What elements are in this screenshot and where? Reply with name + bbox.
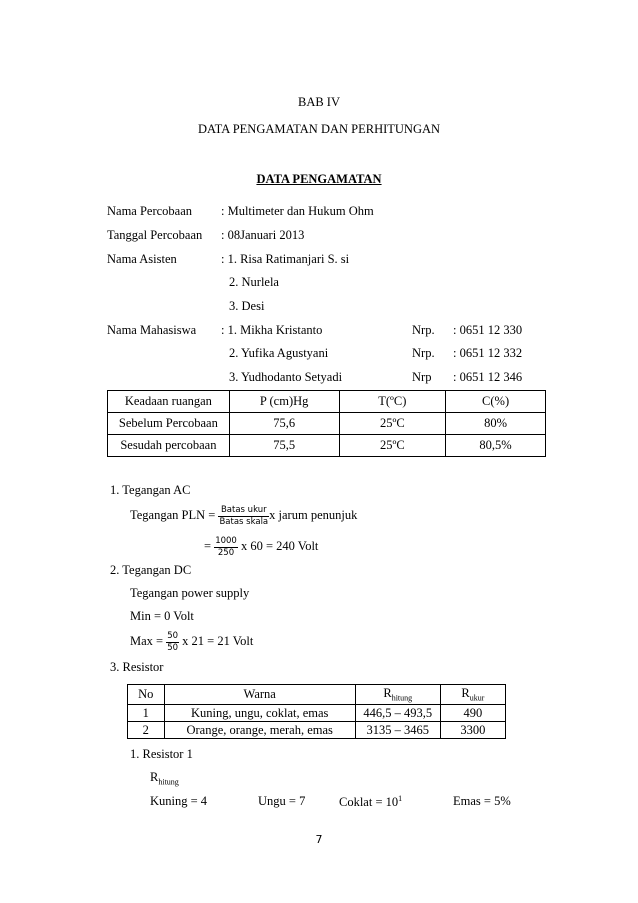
section-heading: DATA PENGAMATAN [256, 172, 382, 186]
table-cell: 3135 – 3465 [355, 722, 440, 739]
ac-frac-num: Batas ukur [218, 506, 269, 517]
r-hitung-label-sub: hitung [158, 777, 179, 787]
ac-eq2-rhs: x 60 = 240 Volt [237, 539, 319, 553]
table-cell: 3300 [440, 722, 505, 739]
r-ukur-main: R [461, 686, 470, 701]
table-header-row [128, 685, 506, 705]
asisten-2: 2. Nurlela [229, 275, 279, 289]
mahasiswa-1-name: : 1. Mikha Kristanto [221, 323, 323, 337]
mahasiswa-3-nrp: : 0651 12 346 [453, 370, 523, 384]
ac-formula [130, 500, 357, 530]
dc-line-2: Min = 0 Volt [130, 609, 194, 623]
mahasiswa-3-nrp-label: Nrp [412, 370, 432, 384]
header-cell: No [128, 685, 165, 705]
r-hitung-label-main: R [150, 770, 159, 784]
asisten-3: 3. Desi [229, 299, 265, 313]
table-cell: 490 [440, 705, 505, 722]
dc-fraction [166, 632, 179, 652]
dc-frac-den: 50 [167, 642, 179, 653]
mahasiswa-2-nrp-label: Nrp. [412, 346, 435, 360]
r-hitung-sub: hitung [391, 693, 413, 703]
resistor-table [127, 684, 506, 739]
mahasiswa-2-name: 2. Yufika Agustyani [229, 346, 329, 360]
percobaan-value: : Multimeter dan Hukum Ohm [221, 204, 374, 218]
mahasiswa-1-nrp: : 0651 12 330 [453, 323, 523, 337]
dc-max-rhs: x 21 = 21 Volt [179, 634, 254, 648]
resistor-heading: 3. Resistor [110, 660, 164, 674]
table-row [128, 705, 506, 722]
table-cell: Kuning, ungu, coklat, emas [164, 705, 355, 722]
table-row [108, 413, 546, 435]
table-row [128, 722, 506, 739]
r-hitung-main: R [383, 686, 392, 701]
percobaan-label: Nama Percobaan [107, 204, 193, 218]
header-cell [355, 685, 440, 705]
r-ukur-sub: ukur [469, 693, 485, 703]
header-cell: Warna [164, 685, 355, 705]
ac-fraction [218, 506, 269, 526]
ac-eq2-prefix: = [204, 539, 215, 553]
dc-heading: 2. Tegangan DC [110, 563, 192, 577]
color-emas: Emas = 5% [453, 794, 511, 808]
table-cell: Sebelum Percobaan [108, 413, 230, 435]
mahasiswa-3-name: 3. Yudhodanto Setyadi [229, 370, 343, 384]
table-cell: Sesudah percobaan [108, 435, 230, 457]
table-cell: 75,5 [229, 435, 339, 457]
header-cell: T(ºC) [339, 391, 446, 413]
tanggal-value: : 08Januari 2013 [221, 228, 305, 242]
mahasiswa-1-nrp-label: Nrp. [412, 323, 435, 337]
ac-formula-lhs: Tegangan PLN = [130, 508, 219, 522]
ac-fraction-2 [214, 537, 238, 557]
color-coklat [339, 794, 402, 810]
dc-frac-num: 50 [167, 631, 179, 642]
resistor-1-heading: 1. Resistor 1 [130, 747, 193, 761]
header-cell: Keadaan ruangan [108, 391, 230, 413]
table-cell: 446,5 – 493,5 [355, 705, 440, 722]
table-cell: 80,5% [446, 435, 546, 457]
room-conditions-table [107, 390, 546, 457]
coklat-exponent: 1 [398, 794, 403, 803]
ac-heading: 1. Tegangan AC [110, 483, 191, 497]
mahasiswa-2-nrp: : 0651 12 332 [453, 346, 523, 360]
table-cell: 2 [128, 722, 165, 739]
chapter-heading: BAB IV [297, 95, 341, 109]
table-cell: Orange, orange, merah, emas [164, 722, 355, 739]
dc-max-prefix: Max = [130, 634, 167, 648]
dc-line-1: Tegangan power supply [130, 586, 250, 600]
page-number: 7 [315, 833, 323, 846]
table-cell: 1 [128, 705, 165, 722]
dc-max-formula [130, 626, 253, 656]
tanggal-label: Tanggal Percobaan [107, 228, 203, 242]
coklat-base: Coklat = 10 [339, 795, 399, 810]
r-hitung-label [150, 770, 179, 787]
table-cell: 25ºC [339, 435, 446, 457]
color-kuning: Kuning = 4 [150, 794, 208, 808]
ac-frac2-den: 250 [217, 547, 235, 558]
table-row [108, 435, 546, 457]
ac-frac-den: Batas skala [219, 516, 269, 527]
ac-result [204, 531, 318, 561]
table-cell: 25ºC [339, 413, 446, 435]
table-header-row [108, 391, 546, 413]
ac-formula-rhs: x jarum penunjuk [269, 508, 358, 522]
ac-frac2-num: 1000 [215, 536, 237, 547]
header-cell [440, 685, 505, 705]
mahasiswa-label: Nama Mahasiswa [107, 323, 197, 337]
asisten-1: : 1. Risa Ratimanjari S. si [221, 252, 350, 266]
header-cell: P (cm)Hg [229, 391, 339, 413]
table-cell: 80% [446, 413, 546, 435]
color-ungu: Ungu = 7 [258, 794, 306, 808]
asisten-label: Nama Asisten [107, 252, 177, 266]
header-cell: C(%) [446, 391, 546, 413]
document-title: DATA PENGAMATAN DAN PERHITUNGAN [197, 122, 441, 136]
table-cell: 75,6 [229, 413, 339, 435]
